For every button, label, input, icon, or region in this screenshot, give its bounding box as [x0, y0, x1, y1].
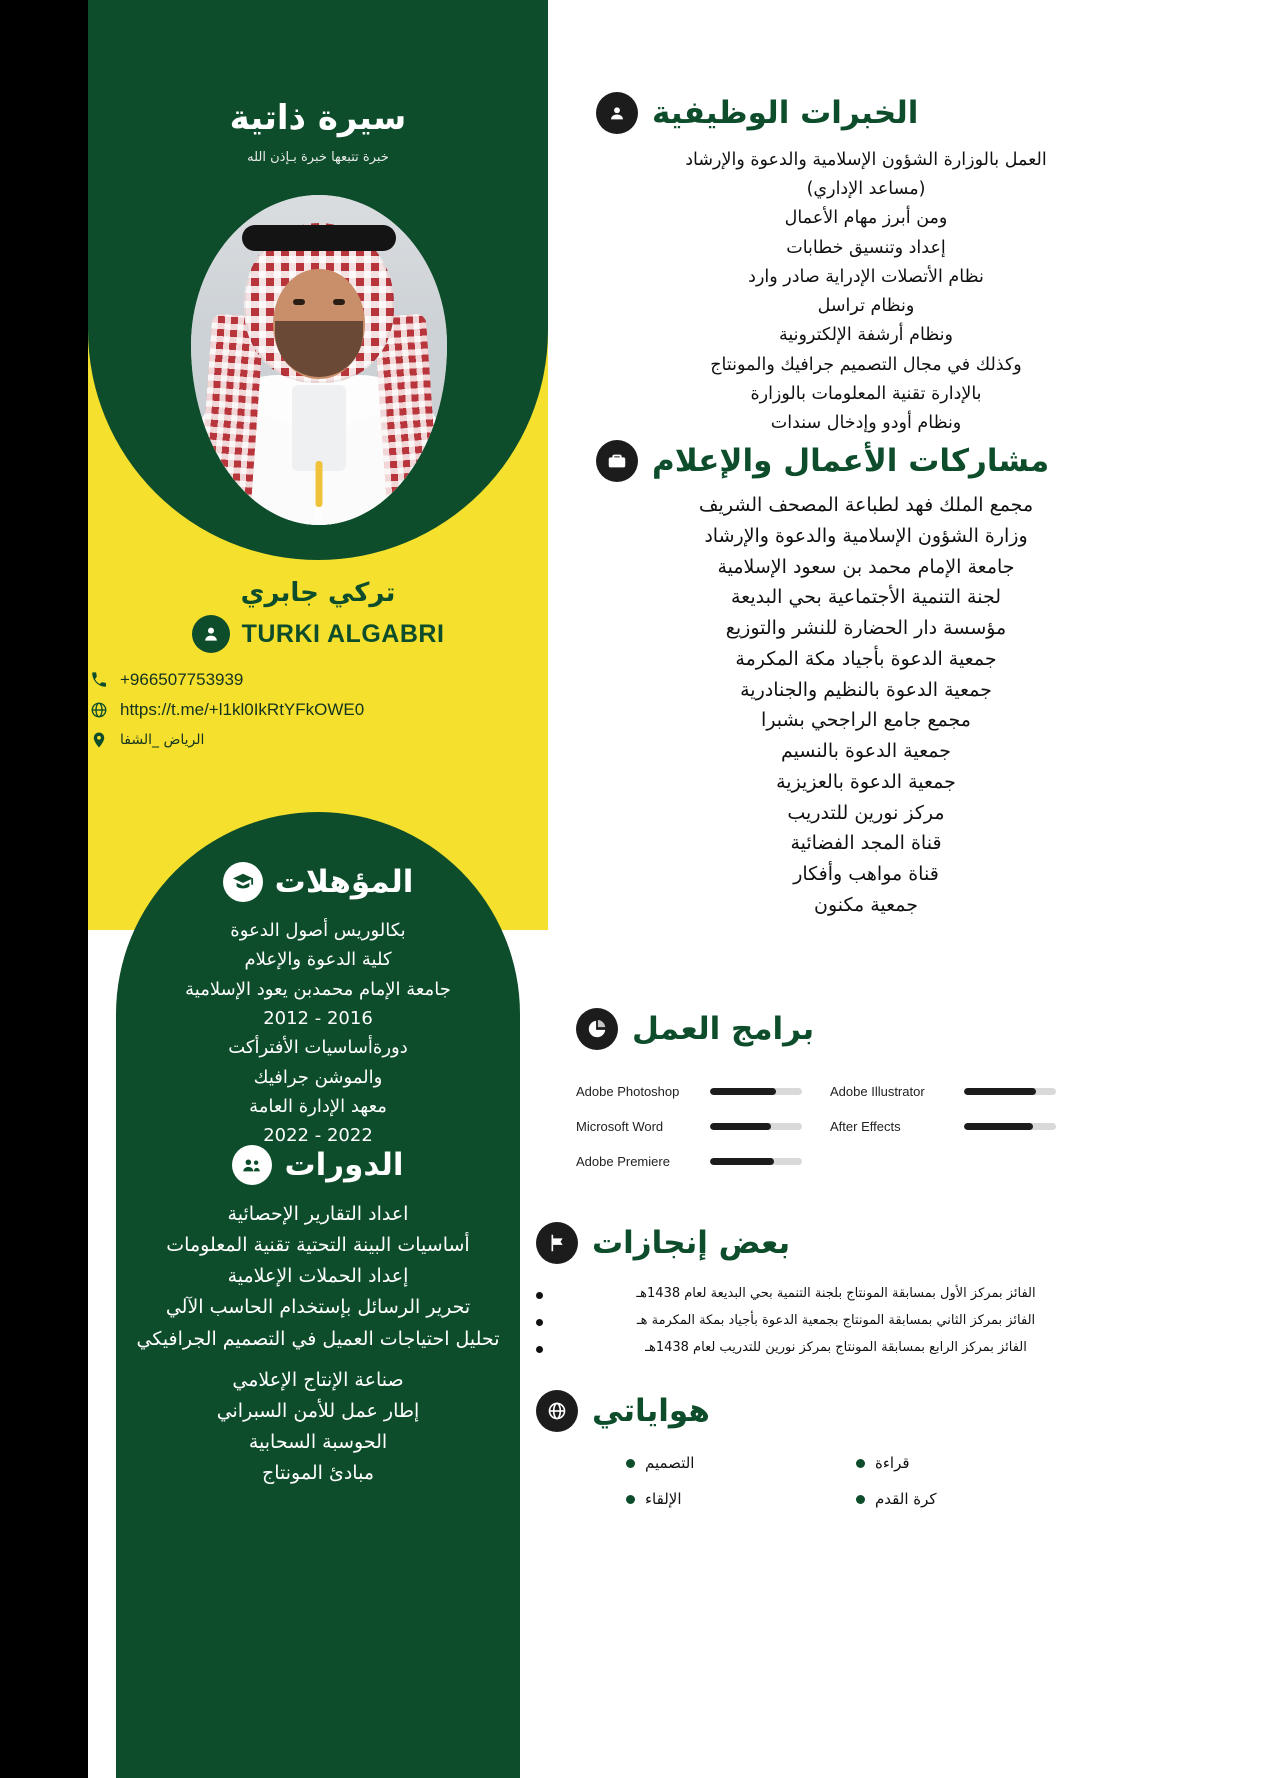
- contact-phone-text: +966507753939: [120, 670, 244, 689]
- achievements-header: [536, 1222, 1066, 1264]
- qualifications-title: المؤهلات: [274, 864, 414, 900]
- main-column: [548, 0, 1284, 1778]
- qualification-line: بكالوريس أصول الدعوة: [230, 920, 406, 941]
- courses-body: [108, 1199, 528, 1489]
- cv-subtitle: خبرة تتبعها خبرة بـإذن الله: [247, 150, 389, 165]
- experience-line: وكذلك في مجال التصميم جرافيك والمونتاج: [710, 354, 1022, 375]
- skill-label: Adobe Illustrator: [830, 1084, 925, 1099]
- briefcase-icon: [596, 440, 638, 482]
- work-line: مجمع جامع الراجحي بشبرا: [761, 709, 971, 732]
- course-line: الحوسبة السحابية: [248, 1431, 388, 1454]
- qualification-line: دورةأساسيات الأفترأكت: [228, 1037, 408, 1059]
- contact-phone[interactable]: [88, 665, 430, 695]
- course-line: تحليل احتياجات العميل في التصميم الجرافيكي: [136, 1327, 500, 1350]
- qualification-line: كلية الدعوة والإعلام: [244, 949, 392, 971]
- left-gutter: [0, 0, 88, 1778]
- hobby-item: [626, 1490, 816, 1508]
- experience-line: إعداد وتنسيق خطابات: [786, 237, 946, 258]
- cv-title: سيرة ذاتية: [229, 98, 407, 138]
- hobby-item: [856, 1490, 1046, 1508]
- experience-line: (مساعد الإداري): [806, 179, 926, 200]
- hobbies-grid: [626, 1454, 1046, 1508]
- achievement-text: الفائز بمركز الثاني بمسابقة المونتاج بجمعية الدعوة بأجياد بمكة المكرمة هـ: [636, 1313, 1036, 1328]
- experience-title: الخبرات الوظيفية: [652, 95, 919, 131]
- course-line: إعداد الحملات الإعلامية: [227, 1265, 409, 1288]
- hobby-label: كرة القدم: [875, 1490, 937, 1508]
- qualifications-header: [116, 862, 520, 902]
- skill-fill: [964, 1088, 1036, 1095]
- skill-row: [830, 1119, 1056, 1134]
- course-line: صناعة الإنتاج الإعلامي: [232, 1368, 404, 1391]
- qualifications-body: [116, 916, 520, 1151]
- bullet-icon: [536, 1319, 543, 1326]
- skill-row: [576, 1119, 802, 1134]
- works-body: [596, 490, 1136, 921]
- programs-title: برامج العمل: [632, 1011, 815, 1047]
- bullet-icon: [536, 1346, 543, 1353]
- skill-fill: [964, 1123, 1033, 1130]
- photo-eye-right: [333, 299, 345, 305]
- hobbies-section: [536, 1390, 1136, 1508]
- qualification-line: 2016 - 2012: [263, 1007, 373, 1029]
- bullet-icon: [626, 1459, 635, 1468]
- work-line: قناة المجد الفضائية: [790, 832, 942, 855]
- hobbies-header: [536, 1390, 1072, 1432]
- works-title: مشاركات الأعمال والإعلام: [652, 443, 1050, 479]
- hobby-label: الإلقاء: [645, 1490, 682, 1508]
- achievement-text: الفائز بمركز الأول بمسابقة المونتاج بلجنة التنمية بحي البديعة لعام 1438هـ: [636, 1286, 1036, 1301]
- people-icon: [232, 1145, 272, 1185]
- work-line: وزارة الشؤون الإسلامية والدعوة والإرشاد: [704, 524, 1028, 547]
- experience-line: ونظام أودو وإدخال سندات: [770, 412, 962, 433]
- bullet-icon: [856, 1459, 865, 1468]
- work-line: قناة مواهب وأفكار: [793, 863, 939, 886]
- achievement-text: الفائز بمركز الرابع بمسابقة المونتاج بمركز نورين للتدريب لعام 1438هـ: [645, 1340, 1027, 1355]
- work-line: مجمع الملك فهد لطباعة المصحف الشريف: [698, 494, 1034, 516]
- skill-track: [710, 1158, 802, 1165]
- skill-label: Microsoft Word: [576, 1119, 664, 1134]
- name-arabic: تركي جابري: [240, 578, 396, 608]
- phone-icon: [88, 669, 110, 691]
- work-line: جامعة الإمام محمد بن سعود الإسلامية: [717, 555, 1015, 578]
- flag-icon: [536, 1222, 578, 1264]
- skill-track: [710, 1123, 802, 1130]
- contact-list: [88, 665, 548, 755]
- globe-hobby-icon: [536, 1390, 578, 1432]
- skill-bars: [576, 1084, 1136, 1169]
- qualification-line: 2022 - 2022: [263, 1125, 373, 1147]
- works-section: [596, 440, 1136, 921]
- contact-link[interactable]: [88, 695, 430, 725]
- courses-section: [108, 1145, 528, 1489]
- work-line: جمعية الدعوة بالنظيم والجنادرية: [740, 678, 992, 701]
- photo-pen: [316, 461, 323, 507]
- works-header: [596, 440, 1136, 482]
- skill-fill: [710, 1123, 771, 1130]
- name-english: TURKI ALGABRI: [241, 619, 445, 648]
- skill-row: [576, 1084, 802, 1099]
- skill-fill: [710, 1088, 776, 1095]
- skill-column-right: [576, 1084, 802, 1169]
- experience-section: [596, 92, 1136, 438]
- programs-header: [576, 1008, 1076, 1050]
- hobby-item: [626, 1454, 816, 1472]
- contact-location-text: الرياض _الشفا: [120, 732, 205, 748]
- achievement-item: [536, 1307, 1136, 1334]
- work-line: مركز نورين للتدريب: [787, 801, 945, 824]
- experience-line: ونظام أرشفة الإلكترونية: [779, 325, 953, 346]
- bullet-icon: [536, 1292, 543, 1299]
- experience-line: بالإدارة تقنية المعلومات بالوزارة: [750, 383, 982, 404]
- skill-track: [710, 1088, 802, 1095]
- achievements-list: [536, 1280, 1136, 1361]
- bullet-icon: [856, 1495, 865, 1504]
- hobbies-title: هواياتي: [592, 1393, 710, 1429]
- user-badge-icon: [596, 92, 638, 134]
- skill-track: [964, 1123, 1056, 1130]
- experience-line: نظام الأتصلات الإدراية صادر وارد: [748, 266, 984, 287]
- work-line: جمعية الدعوة بالنسيم: [781, 740, 951, 763]
- work-line: جمعية الدعوة بالعزيزية: [776, 770, 956, 793]
- profile-photo: [191, 195, 447, 525]
- photo-igal: [242, 225, 396, 251]
- qualification-line: معهد الإدارة العامة: [249, 1095, 387, 1117]
- contact-link-text: https://t.me/+l1kl0IkRtYFkOWE0: [120, 700, 365, 719]
- qualification-line: والموشن جرافيك: [253, 1066, 383, 1088]
- course-line: تحرير الرسائل بإستخدام الحاسب الآلي: [165, 1296, 471, 1319]
- experience-line: العمل بالوزارة الشؤون الإسلامية والدعوة والإرشاد: [685, 150, 1047, 170]
- bullet-icon: [626, 1495, 635, 1504]
- spacer: [108, 1355, 528, 1365]
- skill-label: Adobe Photoshop: [576, 1084, 680, 1099]
- achievements-section: [536, 1222, 1136, 1361]
- experience-header: [596, 92, 1144, 134]
- skill-row: [830, 1084, 1056, 1099]
- person-icon: [192, 615, 230, 653]
- work-line: جمعية مكنون: [813, 893, 919, 916]
- achievements-title: بعض إنجازات: [592, 1225, 791, 1261]
- skill-fill: [710, 1158, 774, 1165]
- skill-row: [576, 1154, 802, 1169]
- skill-track: [964, 1088, 1056, 1095]
- hobby-label: قراءة: [875, 1454, 910, 1472]
- course-line: مبادئ المونتاج: [261, 1462, 374, 1485]
- experience-body: [596, 146, 1136, 438]
- courses-header: [108, 1145, 528, 1185]
- graduation-cap-icon: [223, 862, 263, 902]
- work-line: مؤسسة دار الحضارة للنشر والتوزيع: [725, 617, 1007, 640]
- experience-line: ونظام تراسل: [817, 296, 915, 317]
- course-line: إطار عمل للأمن السبراني: [216, 1399, 420, 1422]
- course-line: أساسيات البينة التحتية تقنية المعلومات: [166, 1234, 470, 1257]
- photo-collar: [292, 385, 346, 471]
- hobby-label: التصميم: [645, 1454, 695, 1472]
- location-pin-icon: [88, 729, 110, 751]
- hobby-item: [856, 1454, 1046, 1472]
- contact-location: [88, 725, 430, 755]
- pie-chart-icon: [576, 1008, 618, 1050]
- work-line: لجنة التنمية الأجتماعية بحي البديعة: [731, 586, 1001, 609]
- qualifications-section: [116, 862, 520, 1151]
- skill-column-left: [830, 1084, 1056, 1169]
- achievement-item: [536, 1334, 1136, 1361]
- photo-eye-left: [293, 299, 305, 305]
- name-row: [88, 615, 548, 653]
- experience-line: ومن أبرز مهام الأعمال: [784, 208, 948, 229]
- course-line: اعداد التقارير الإحصائية: [227, 1203, 409, 1225]
- skill-label: Adobe Premiere: [576, 1154, 670, 1169]
- skill-label: After Effects: [830, 1119, 901, 1134]
- programs-section: [576, 1008, 1136, 1169]
- achievement-item: [536, 1280, 1136, 1307]
- qualification-line: جامعة الإمام محمدبن يعود الإسلامية: [185, 978, 451, 1000]
- sidebar: [88, 0, 548, 1778]
- courses-title: الدورات: [284, 1147, 404, 1183]
- work-line: جمعية الدعوة بأجياد مكة المكرمة: [735, 647, 997, 670]
- globe-icon: [88, 699, 110, 721]
